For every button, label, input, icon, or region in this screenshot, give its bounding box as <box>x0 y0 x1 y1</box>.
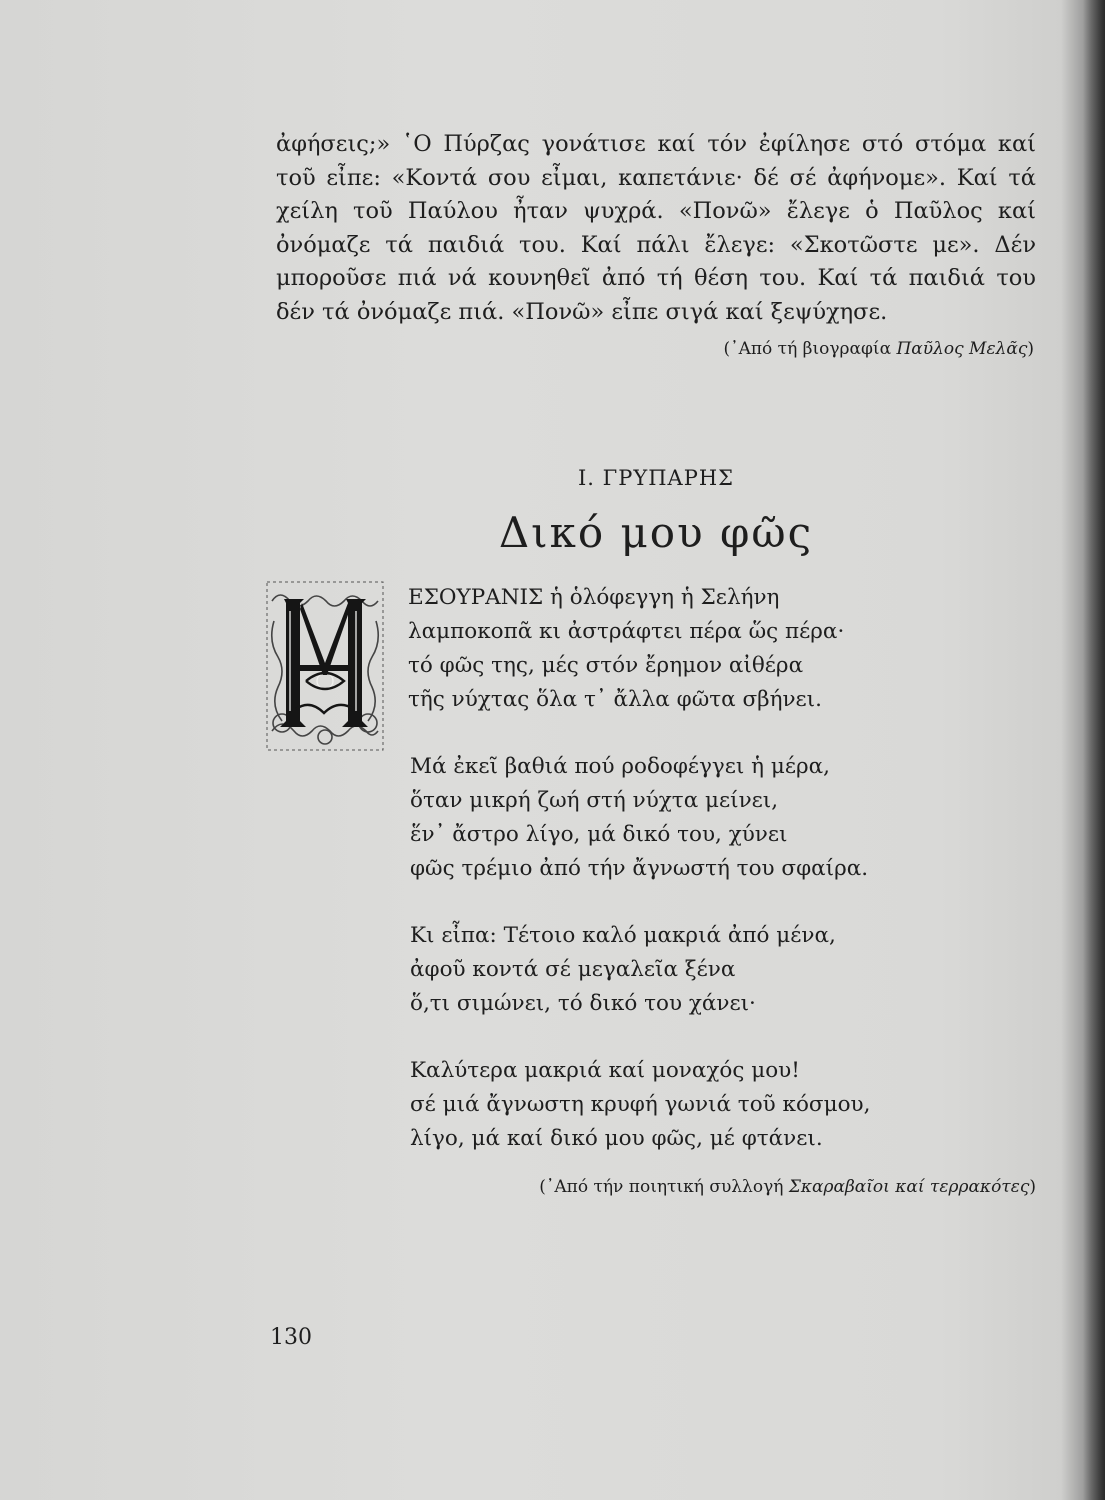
poem-verse: τό φῶς της, μές στόν ἔρημον αἰθέρα <box>408 653 804 678</box>
poem-verse: ἀφοῦ κοντά σέ μεγαλεῖα ξένα <box>410 957 736 982</box>
prose-paragraph <box>276 128 1036 329</box>
poem-verse: ὅ,τι σιμώνει, τό δικό του χάνει· <box>410 991 756 1016</box>
citation-prefix: (᾿Από τήν ποιητική συλλογή <box>539 1177 789 1197</box>
poem-stanza <box>410 1054 1036 1156</box>
prose-line: δέν τά ὀνόμαζε πιά. «Πονῶ» εἶπε σιγά καί ξεψύχησε. <box>276 298 888 325</box>
prose-line: τοῦ εἶπε: «Κοντά σου εἶμαι, καπετάνιε· δέ σέ ἀφήνομε». Καί τά <box>276 164 1036 191</box>
poem-verse: ἕν᾿ ἄστρο λίγο, μά δικό του, χύνει <box>410 822 788 847</box>
poem-verse: Κι εἶπα: Τέτοιο καλό μακριά ἀπό μένα, <box>410 923 836 948</box>
poem-author: Ι. ΓΡΥΠΑΡΗΣ <box>578 466 734 490</box>
citation-work-title: Σκαραβαῖοι καί τερρακότες <box>788 1177 1030 1197</box>
poem-verse: Καλύτερα μακριά καί μοναχός μου! <box>410 1058 800 1083</box>
poem-verse: λίγο, μά καί δικό μου φῶς, μέ φτάνει. <box>410 1126 823 1151</box>
poem-stanza <box>410 750 1036 886</box>
prose-line: ἀφήσεις;» ῾Ο Πύρζας γονάτισε καί τόν ἐφίλησε στό στόμα καί <box>276 131 1036 157</box>
poem-verse: ΕΣΟΥΡΑΝΙΣ ἡ ὁλόφεγγη ἡ Σελήνη <box>408 585 780 610</box>
book-spine-shadow <box>1083 0 1105 1500</box>
poem-stanza <box>408 581 1036 717</box>
prose-line: μποροῦσε πιά νά κουνηθεῖ ἀπό τή θέση του. Καί τά παιδιά του <box>276 265 1036 291</box>
poem-verse: τῆς νύχτας ὅλα τ᾿ ἄλλα φῶτα σβήνει. <box>408 687 822 712</box>
poem-verse: σέ μιά ἄγνωστη κρυφή γωνιά τοῦ κόσμου, <box>410 1092 871 1117</box>
poem-verse: φῶς τρέμιο ἀπό τήν ἄγνωστή του σφαίρα. <box>410 856 869 881</box>
citation-work-title: Παῦλος Μελᾶς <box>896 339 1028 359</box>
prose-source-citation <box>276 339 1036 359</box>
prose-line: ὀνόμαζε τά παιδιά του. Καί πάλι ἔλεγε: «Σκοτῶστε με». Δέν <box>276 231 1036 258</box>
prose-line: χείλη τοῦ Παύλου ἦταν ψυχρά. «Πονῶ» ἔλεγε ὁ Παῦλος καί <box>276 198 1036 224</box>
poem-verse: Μά ἐκεῖ βαθιά πού ροδοφέγγει ἡ μέρα, <box>410 754 830 779</box>
poem-verse: λαμποκοπᾶ κι ἀστράφτει πέρα ὥς πέρα· <box>408 619 845 644</box>
poem-stanza <box>410 919 1036 1021</box>
page-content <box>276 128 1036 1197</box>
citation-suffix: ) <box>1027 339 1034 359</box>
poem-title: Δικό μου φῶς <box>498 508 814 557</box>
page-number: 130 <box>270 1325 312 1350</box>
ornamental-dropcap-icon <box>266 581 384 751</box>
poem-body <box>276 581 1036 1156</box>
poem-source-citation <box>276 1177 1036 1197</box>
poem-verse: ὅταν μικρή ζωή στή νύχτα μείνει, <box>410 788 779 813</box>
citation-prefix: (᾿Από τή βιογραφία <box>723 339 897 359</box>
citation-suffix: ) <box>1029 1177 1036 1197</box>
